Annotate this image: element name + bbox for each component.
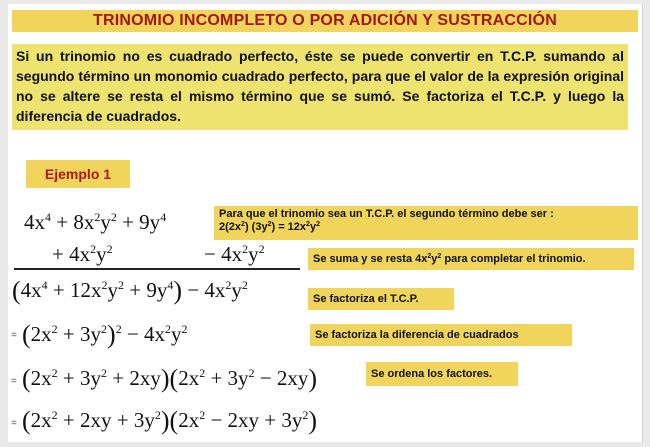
intro-paragraph: Si un trinomio no es cuadrado perfecto, éste se puede convertir en T.C.P. sumando al segundo término un monomio cuadrado perfecto, para que el valor de la expresión original no se altere se resta el mismo término que se sumó. Se factoriza el T.C.P. y luego la diferencia de cuadrados. [12,44,628,130]
note-1-line-2: $2(2x^2) (3y^2) = 12x^2y^2$ [219,221,320,233]
note-4: Se factoriza la diferencia de cuadrados [310,324,572,346]
example-label: Ejemplo 1 [26,160,130,188]
step-4-marker: = [11,330,17,341]
step-3-grouped: $(4x^4 + 12x^2y^2 + 9y^4) - 4x^2y^2$ [12,276,248,305]
step-6-ordered-factors: $(2x^2 + 2xy + 3y^2)(2x^2 - 2xy + 3y^2)$ [22,406,318,435]
slide [8,4,643,442]
note-2: Se suma y se resta $4x^2y^2$ para completar el trinomio. [308,248,634,270]
note-3: Se factoriza el T.C.P. [308,288,454,310]
note-5: Se ordena los factores. [366,362,518,386]
step-5-marker: = [11,376,17,387]
step-2-add-term: + $4x^2y^2$ [52,242,113,266]
sum-line [14,268,300,270]
step-1-trinomial: $4x^4 + 8x^2y^2 + 9y^4$ [24,210,167,234]
note-1 [214,206,638,240]
slide-title: TRINOMIO INCOMPLETO O POR ADICIÓN Y SUSTRACCIÓN [12,10,638,32]
step-2-subtract-term: − $4x^2y^2$ [204,242,265,266]
note-1-line-1: Para que el trinomio sea un T.C.P. el segundo término debe ser : [219,208,554,220]
step-6-marker: = [11,418,17,429]
step-5-factors: $(2x^2 + 3y^2 + 2xy)(2x^2 + 3y^2 - 2xy)$ [22,364,318,393]
step-4-difference-of-squares: $(2x^2 + 3y^2)^2 - 4x^2y^2$ [22,320,188,349]
